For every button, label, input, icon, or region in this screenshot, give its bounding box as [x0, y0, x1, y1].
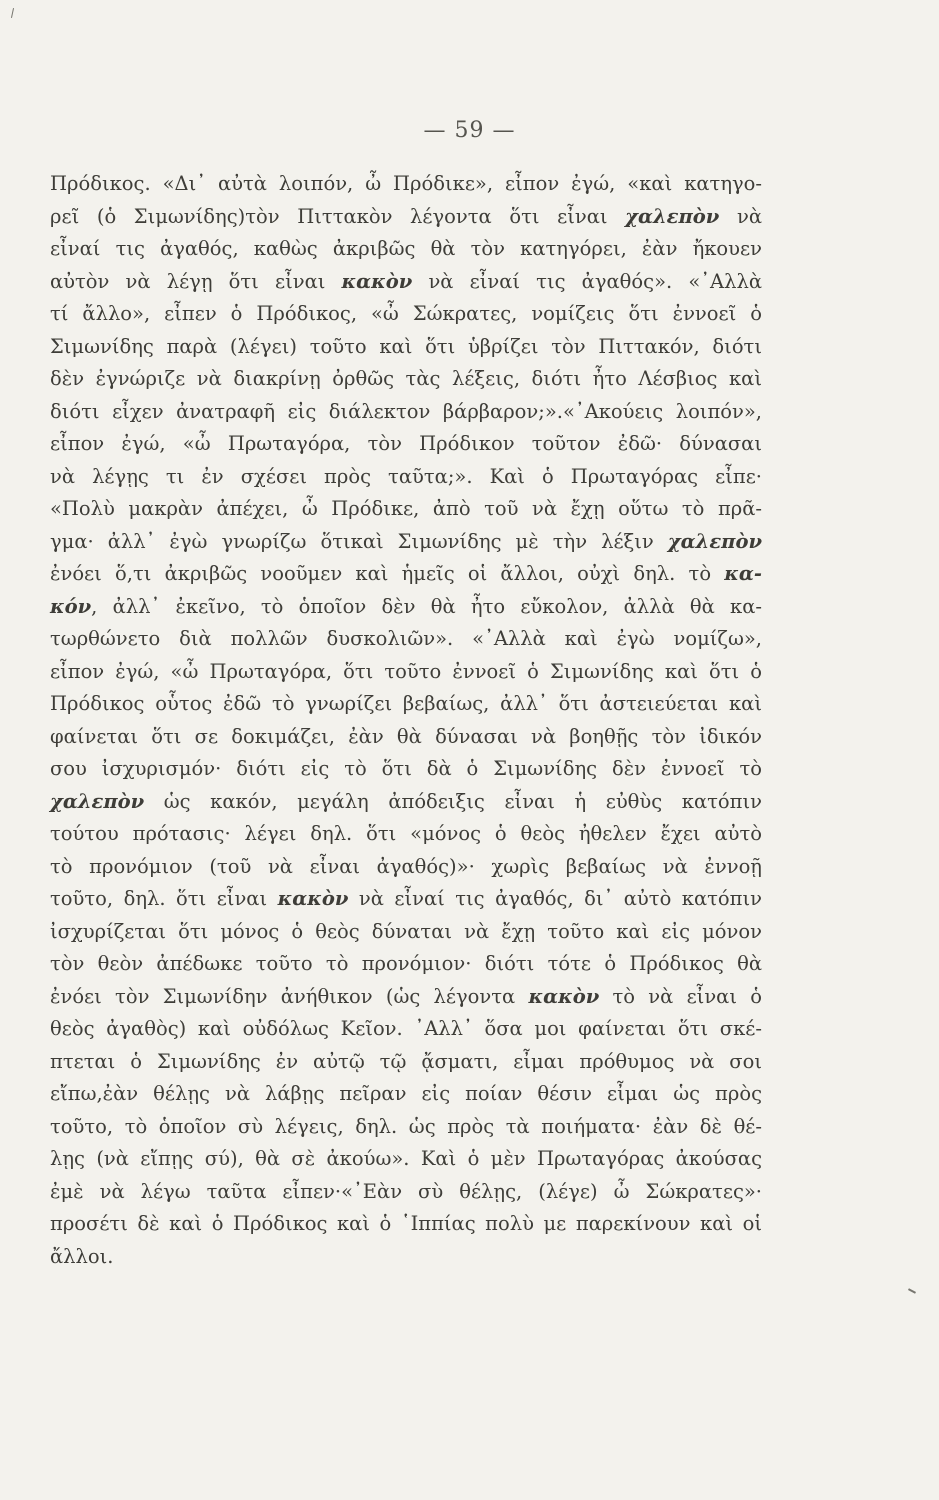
text-run: φαίνεται ὅτι σε δοκιμάζει, ἐὰν θὰ δύνασαι νὰ βοηθῇς τὸν ἰδικόν: [50, 724, 762, 748]
text-line: [50, 656, 762, 689]
text-line: [50, 1046, 762, 1079]
emphasized-word: κακὸν: [277, 887, 349, 910]
text-line: [50, 721, 762, 754]
text-line: [50, 1013, 762, 1046]
text-line: [50, 1241, 762, 1274]
text-line: [50, 428, 762, 461]
text-run: πτεται ὁ Σιμωνίδης ἐν αὐτῷ τῷ ᾄσματι, εἶμαι πρόθυμος νὰ σοι: [50, 1049, 762, 1073]
text-run: προσέτι δὲ καὶ ὁ Πρόδικος καὶ ὁ ῾Ιππίας πολὺ με παρεκίνουν καὶ οἱ: [50, 1212, 762, 1235]
text-line: [50, 818, 762, 851]
text-run: λῃς (νὰ εἴπῃς σύ), θὰ σὲ ἀκούω». Καὶ ὁ μὲν Πρωταγόρας ἀκούσας: [50, 1147, 762, 1170]
text-run: , ἀλλ᾽ ἐκεῖνο, τὸ ὁποῖον δὲν θὰ ἦτο εὔκολον, ἀλλὰ θὰ κα-: [91, 594, 762, 618]
text-run: ἐμὲ νὰ λέγω ταῦτα εἶπεν·«᾽Εὰν σὺ θέλῃς, (λέγε) ὦ Σώκρατες»·: [50, 1179, 762, 1203]
margin-mark: [908, 1288, 916, 1294]
text-line: [50, 948, 762, 981]
text-line: [50, 851, 762, 884]
text-line: [50, 201, 762, 234]
text-run: δὲν ἐγνώριζε νὰ διακρίνῃ ὀρθῶς τὰς λέξεις, διότι ἦτο Λέσβιος καὶ: [50, 367, 762, 390]
text-run: νὰ λέγῃς τι ἐν σχέσει πρὸς ταῦτα;». Καὶ ὁ Πρωταγόρας εἶπε·: [50, 464, 762, 488]
text-run: νὰ εἶναί τις ἀγαθός, δι᾽ αὐτὸ κατόπιν: [348, 887, 762, 910]
text-line: [50, 298, 762, 331]
text-line: [50, 558, 762, 591]
emphasized-word: χαλεπὸν: [625, 204, 720, 228]
text-line: [50, 1111, 762, 1144]
text-run: τούτου πρότασις· λέγει δηλ. ὅτι «μόνος ὁ θεὸς ἠθελεν ἔχει αὐτὸ: [50, 822, 762, 845]
text-run: νὰ εἶναί τις ἀγαθός». «᾽Αλλὰ: [412, 269, 762, 293]
text-run: τὸ προνόμιον (τοῦ νὰ εἶναι ἀγαθός)»· χωρὶς βεβαίως νὰ ἐννοῇ: [50, 854, 762, 878]
text-run: θεὸς ἀγαθὸς) καὶ οὐδόλως Κεῖον. ᾽Αλλ᾽ ὅσα μοι φαίνεται ὅτι σκέ-: [50, 1017, 762, 1040]
text-run: τί ἄλλο», εἶπεν ὁ Πρόδικος, «ὦ Σώκρατες, νομίζεις ὅτι ἐννοεῖ ὁ: [50, 302, 762, 325]
text-line: [50, 786, 762, 819]
emphasized-word: κακὸν: [528, 984, 600, 1008]
text-run: ρεῖ (ὁ Σιμωνίδης)τὸν Πιττακὸν λέγοντα ὅτι εἶναι: [50, 204, 626, 228]
text-run: τὸν θεὸν ἀπέδωκε τοῦτο τὸ προνόμιον· διότι τότε ὁ Πρόδικος θὰ: [50, 952, 762, 975]
text-line: [50, 168, 762, 201]
body-text: [50, 168, 762, 1273]
text-line: [50, 266, 762, 299]
text-line: [50, 1208, 762, 1241]
text-run: ἰσχυρίζεται ὅτι μόνος ὁ θεὸς δύναται νὰ ἔχῃ τοῦτο καὶ εἰς μόνον: [50, 919, 762, 943]
pencil-mark: [11, 8, 14, 18]
text-line: [50, 1143, 762, 1176]
text-line: [50, 623, 762, 656]
text-line: [50, 233, 762, 266]
text-line: [50, 461, 762, 494]
text-run: «Πολὺ μακρὰν ἀπέχει, ὦ Πρόδικε, ἀπὸ τοῦ νὰ ἔχῃ οὕτω τὸ πρᾶ-: [50, 497, 762, 520]
text-line: [50, 331, 762, 364]
text-run: Πρόδικος. «Δι᾽ αὐτὰ λοιπόν, ὦ Πρόδικε», εἶπον ἐγώ, «καὶ κατηγο-: [50, 172, 762, 195]
text-run: διότι εἶχεν ἀνατραφῆ εἰς διάλεκτον βάρβαρον;».«᾽Ακούεις λοιπόν»,: [50, 399, 762, 423]
emphasized-word: κακὸν: [341, 269, 413, 293]
text-line: [50, 981, 762, 1014]
text-line: [50, 591, 762, 624]
text-line: [50, 883, 762, 916]
text-run: ἐνόει ὅ,τι ἀκριβῶς νοοῦμεν καὶ ἡμεῖς οἱ ἄλλοι, οὐχὶ δηλ. τὸ: [50, 562, 725, 585]
emphasized-word: χαλεπὸν: [667, 529, 762, 553]
text-run: ὡς κακόν, μεγάλη ἀπόδειξις εἶναι ἡ εὐθὺς κατόπιν: [144, 789, 762, 813]
text-run: Πρόδικος οὗτος ἐδῶ τὸ γνωρίζει βεβαίως, ἀλλ᾽ ὅτι ἀστειεύεται καὶ: [50, 692, 762, 715]
text-run: τὸ νὰ εἶναι ὁ: [599, 984, 762, 1008]
text-run: γμα· ἀλλ᾽ ἐγὼ γνωρίζω ὅτικαὶ Σιμωνίδης μὲ τὴν λέξιν: [50, 529, 668, 553]
text-line: [50, 526, 762, 559]
text-run: ἄλλοι.: [50, 1244, 114, 1268]
text-run: τοῦτο, τὸ ὁποῖον σὺ λέγεις, δηλ. ὡς πρὸς τὰ ποιήματα· ἐὰν δὲ θέ-: [50, 1114, 762, 1138]
text-run: εἶπον ἐγώ, «ὦ Πρωταγόρα, τὸν Πρόδικον τοῦτον ἐδῶ· δύνασαι: [50, 432, 762, 455]
text-line: [50, 916, 762, 949]
text-run: Σιμωνίδης παρὰ (λέγει) τοῦτο καὶ ὅτι ὑβρίζει τὸν Πιττακόν, διότι: [50, 334, 762, 358]
text-run: εἶπον ἐγώ, «ὦ Πρωταγόρα, ὅτι τοῦτο ἐννοεῖ ὁ Σιμωνίδης καὶ ὅτι ὁ: [50, 659, 762, 683]
text-run: σου ἰσχυρισμόν· διότι εἰς τὸ ὅτι δὰ ὁ Σιμωνίδης δὲν ἐννοεῖ τὸ: [50, 757, 762, 780]
text-run: εἶναί τις ἀγαθός, καθὼς ἀκριβῶς θὰ τὸν κατηγόρει, ἐὰν ἤκουεν: [50, 237, 762, 260]
text-run: αὐτὸν νὰ λέγῃ ὅτι εἶναι: [50, 269, 342, 293]
text-line: [50, 1078, 762, 1111]
emphasized-word: χαλεπὸν: [50, 789, 145, 813]
text-run: τοῦτο, δηλ. ὅτι εἶναι: [50, 887, 278, 910]
text-line: [50, 688, 762, 721]
text-line: [50, 396, 762, 429]
emphasized-word: κα-: [724, 562, 762, 585]
text-line: [50, 493, 762, 526]
text-line: [50, 363, 762, 396]
text-run: νὰ: [719, 204, 762, 228]
text-line: [50, 1176, 762, 1209]
text-line: [50, 753, 762, 786]
text-run: τωρθώνετο διὰ πολλῶν δυσκολιῶν». «᾽Αλλὰ καὶ ἐγὼ νομίζω»,: [50, 627, 762, 650]
emphasized-word: κόν: [50, 594, 92, 618]
page-number: — 59 —: [423, 118, 516, 143]
text-run: ἐνόει τὸν Σιμωνίδην ἀνήθικον (ὡς λέγοντα: [50, 984, 529, 1008]
text-run: εἴπω,ἐὰν θέλῃς νὰ λάβῃς πεῖραν εἰς ποίαν θέσιν εἶμαι ὡς πρὸς: [50, 1082, 762, 1105]
